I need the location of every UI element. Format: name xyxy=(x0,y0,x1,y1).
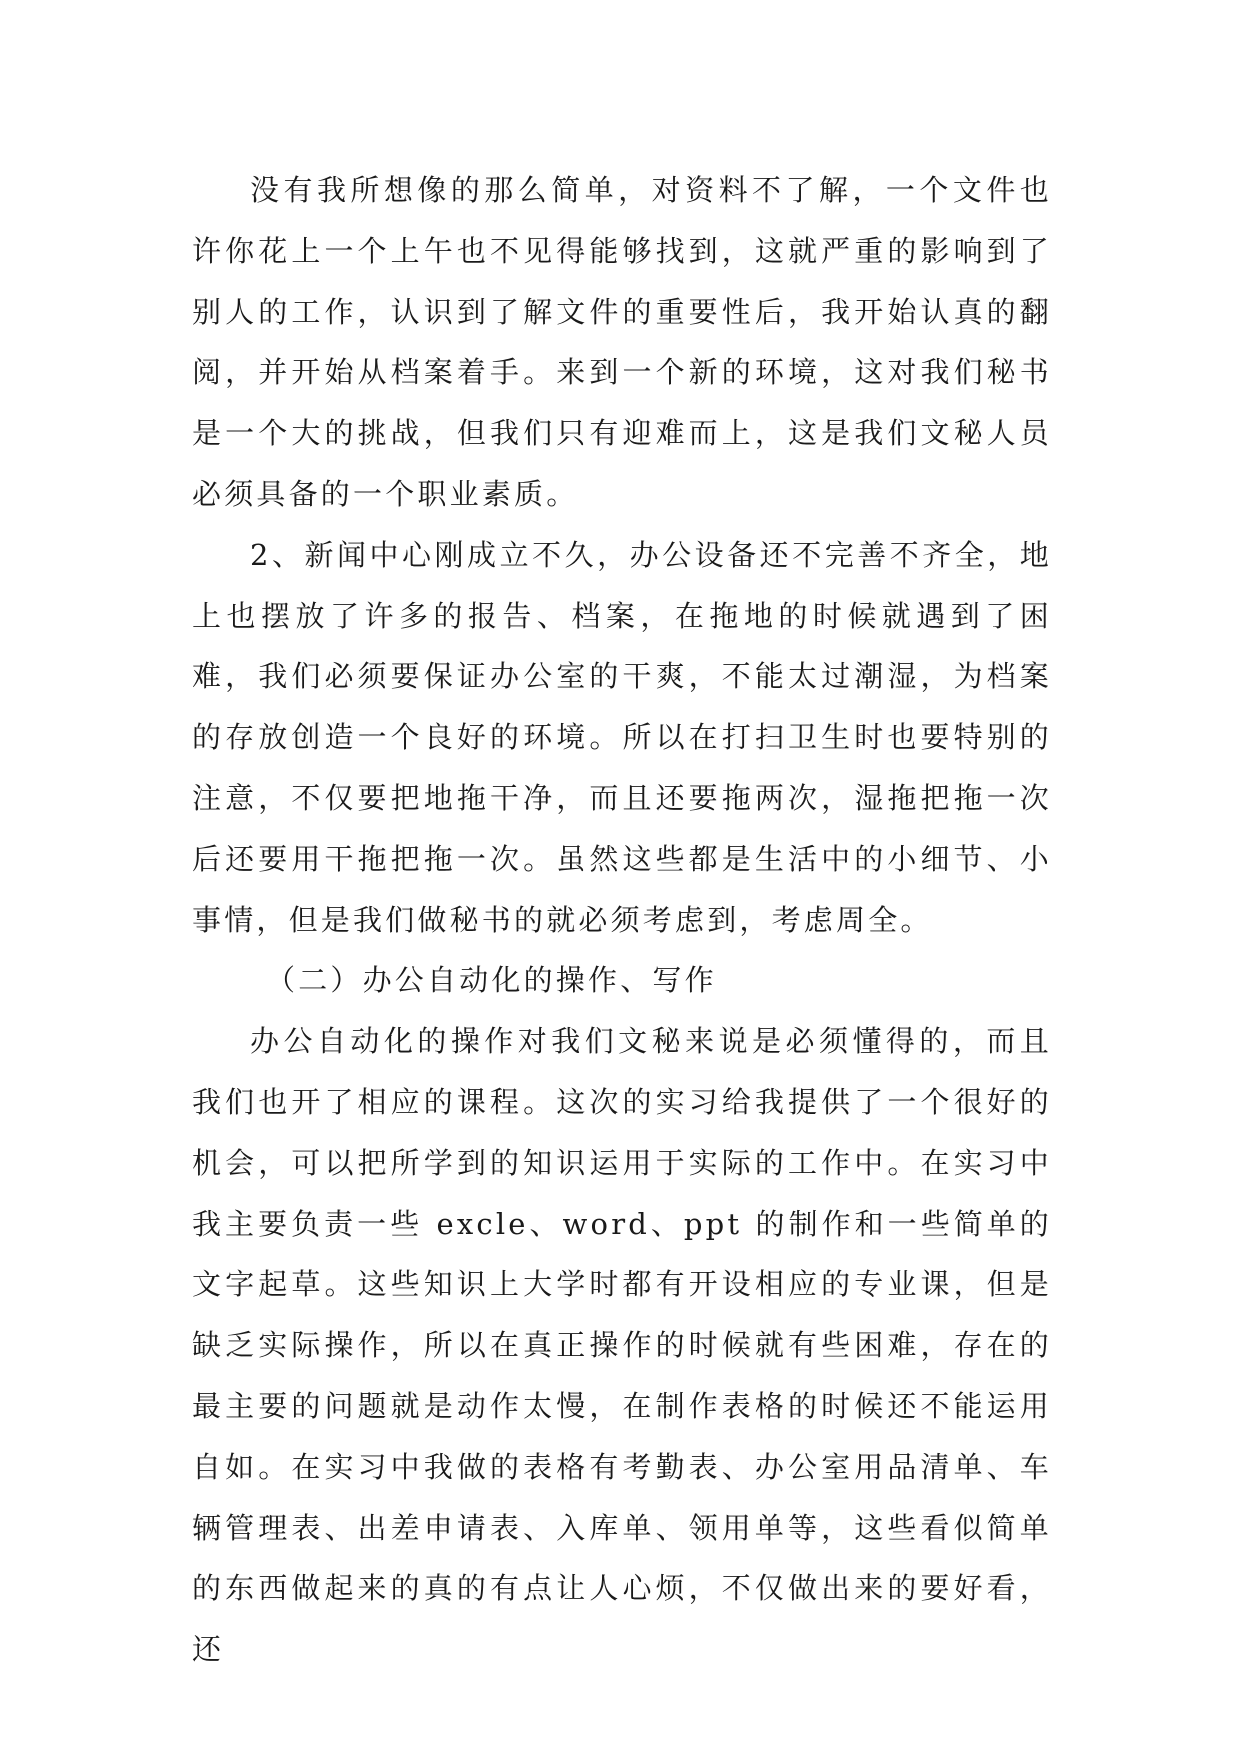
paragraph-office-automation: 办公自动化的操作对我们文秘来说是必须懂得的，而且我们也开了相应的课程。这次的实习给我提供了一个很好的机会，可以把所学到的知识运用于实际的工作中。在实习中我主要负责一些 excle、word、ppt 的制作和一些简单的文字起草。这些知识上大学时都有开设相应的专业课，但是缺乏实际操作，所以在真正操作的时候就有些困难，存在的最主要的问题就是动作太慢，在制作表格的时候还不能运用自如。在实习中我做的表格有考勤表、办公室用品清单、车辆管理表、出差申请表、入库单、领用单等，这些看似简单的东西做起来的真的有点让人心烦，不仅做出来的要好看，还 xyxy=(192,1024,1052,1667)
section-heading-office-automation: （二）办公自动化的操作、写作 xyxy=(266,963,717,998)
paragraph-continued: 没有我所想像的那么简单，对资料不了解，一个文件也许你花上一个上午也不见得能够找到，这就严重的影响到了别人的工作，认识到了解文件的重要性后，我开始认真的翻阅，并开始从档案着手。来到一个新的环境，这对我们秘书是一个大的挑战，但我们只有迎难而上，这是我们文秘人员必须具备的一个职业素质。 xyxy=(192,173,1052,511)
document-body xyxy=(192,160,1052,1680)
paragraph-office-environment: 2、新闻中心刚成立不久，办公设备还不完善不齐全，地上也摆放了许多的报告、档案，在拖地的时候就遇到了困难，我们必须要保证办公室的干爽，不能太过潮湿，为档案的存放创造一个良好的环境。所以在打扫卫生时也要特别的注意，不仅要把地拖干净，而且还要拖两次，湿拖把拖一次后还要用干拖把拖一次。虽然这些都是生活中的小细节、小事情，但是我们做秘书的就必须考虑到，考虑周全。 xyxy=(192,537,1052,937)
